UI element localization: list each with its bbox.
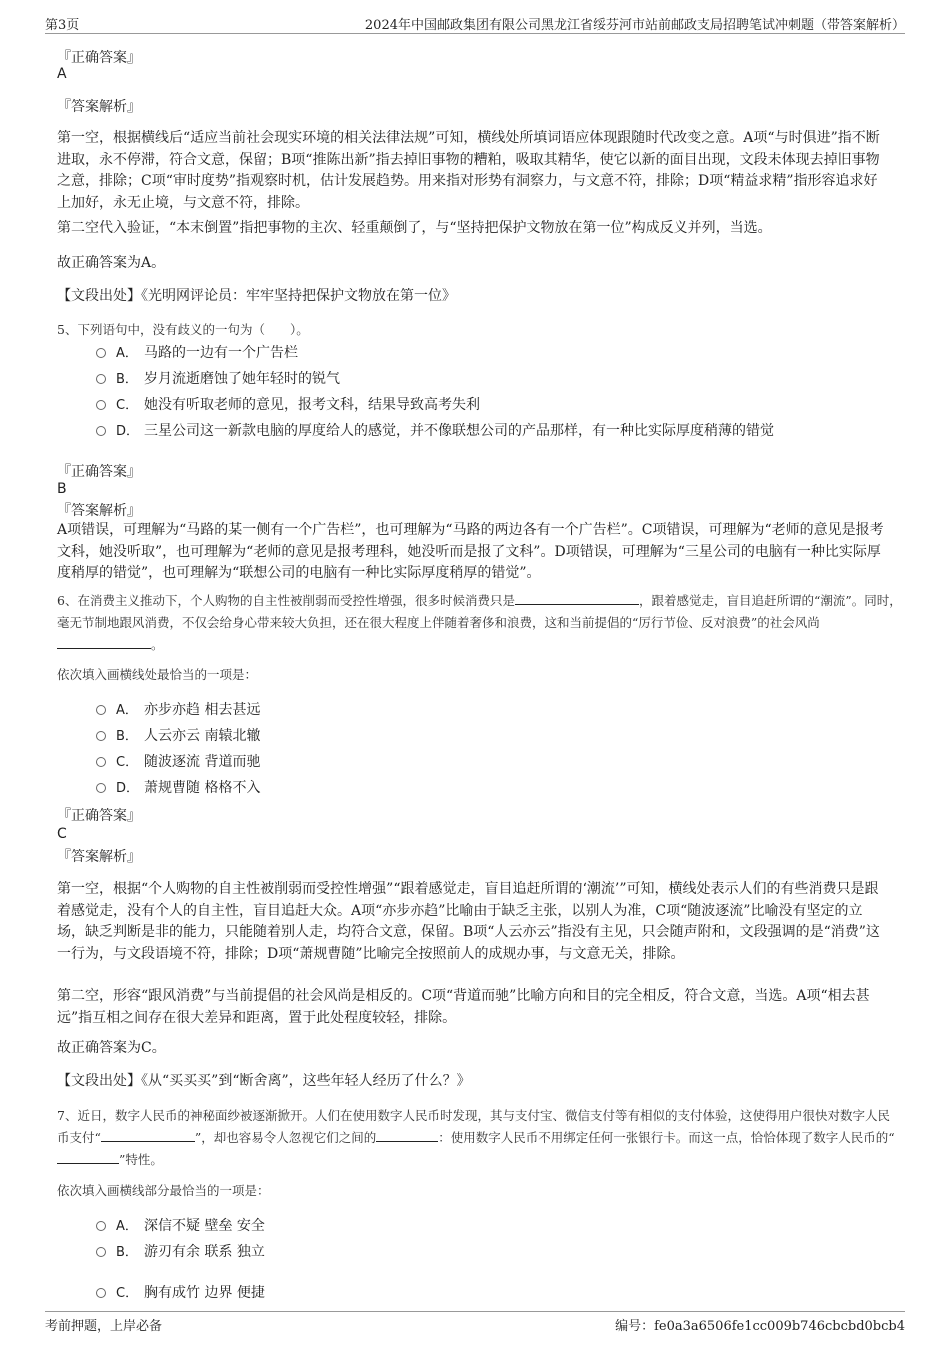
correct-answer-label: 『正确答案』 <box>57 464 141 480</box>
analysis-conclusion: 故正确答案为A。 <box>57 255 166 271</box>
option-d[interactable]: D． 三星公司这一新款电脑的厚度给人的感觉，并不像联想公司的产品那样，有一种比实际厚度稍薄的错觉 <box>96 421 774 442</box>
fill-blank <box>57 636 151 649</box>
analysis-paragraph: A项错误，可理解为“马路的某一侧有一个广告栏”，也可理解为“马路的两边各有一个广告栏”。C项错误，可理解为“老师的意见是报考文科，她没听取”，也可理解为“老师的意见是报考理科，她没听而是报了文科”。D项错误，可理解为“三星公司的电脑有一种比实际厚度稍厚的错觉”，也可理解为“联想公司的电脑有一种比实际厚度稍厚的错觉”。 <box>57 522 884 581</box>
radio-icon[interactable] <box>96 1288 106 1298</box>
radio-icon[interactable] <box>96 1247 106 1257</box>
radio-icon[interactable] <box>96 374 106 384</box>
document-title: 2024年中国邮政集团有限公司黑龙江省绥芬河市站前邮政支局招聘笔试冲刺题（带答案解析） <box>364 18 905 33</box>
analysis-label: 『答案解析』 <box>57 99 141 115</box>
footer-slogan: 考前押题，上岸必备 <box>45 1319 163 1334</box>
document-id: 编号：fe0a3a6506fe1cc009b746cbcbd0bcb4 <box>615 1319 905 1334</box>
source-citation: 【文段出处】《从“买买买”到“断舍离”，这些年轻人经历了什么？》 <box>57 1073 471 1089</box>
option-a[interactable]: A． 亦步亦趋 相去甚远 <box>96 700 260 721</box>
question-instruction: 依次填入画横线处最恰当的一项是： <box>57 667 258 682</box>
fill-blank <box>57 1151 119 1164</box>
option-a[interactable]: A． 深信不疑 壁垒 安全 <box>96 1216 265 1237</box>
radio-icon[interactable] <box>96 348 106 358</box>
radio-icon[interactable] <box>96 1221 106 1231</box>
question-instruction: 依次填入画横线部分最恰当的一项是： <box>57 1183 270 1198</box>
analysis-paragraph: 第二空代入验证，“本末倒置”指把事物的主次、轻重颠倒了，与“坚持把保护文物放在第一位”构成反义并列，当选。 <box>57 220 772 236</box>
question-stem: 7、近日，数字人民币的神秘面纱被逐渐掀开。人们在使用数字人民币时发现，其与支付宝、微信支付等有相似的支付体验，这使得用户很快对数字人民币支付“ ”，却也容易令人忽视它们之间的 ：使用数字人民币不用绑定任何一张银行卡。而这一点，恰恰体现了数字人民币的“”特性。 <box>57 1108 895 1167</box>
fill-blank <box>101 1129 195 1142</box>
radio-icon[interactable] <box>96 705 106 715</box>
correct-answer-value: C <box>57 826 67 842</box>
option-c[interactable]: C． 随波逐流 背道而驰 <box>96 752 260 773</box>
fill-blank <box>515 592 639 605</box>
header-divider <box>45 33 905 34</box>
radio-icon[interactable] <box>96 757 106 767</box>
correct-answer-value: B <box>57 481 67 497</box>
option-b[interactable]: B． 岁月流逝磨蚀了她年轻时的锐气 <box>96 369 340 390</box>
analysis-paragraph: 第一空，根据“个人购物的自主性被削弱而受控性增强”“跟着感觉走，盲目追赶所谓的‘潮流’”可知，横线处表示人们的有些消费只是跟着感觉走，没有个人的自主性，盲目追赶大众。A项“亦步亦趋”比喻由于缺乏主张，以别人为准，C项“随波逐流”比喻没有坚定的立场，缺乏判断是非的能力，只能随着别人走，均符合文意，保留。B项“人云亦云”指没有主见，只会随声附和，文段强调的是“消费”这一行为，与文段语境不符，排除；D项“萧规曹随”比喻完全按照前人的成规办事，与文意无关，排除。 <box>57 881 880 962</box>
question-stem: 6、在消费主义推动下，个人购物的自主性被削弱而受控性增强，很多时候消费只是 ，跟着感觉走，盲目追赶所谓的“潮流”。同时，毫无节制地跟风消费，不仅会给身心带来较大负担，还在很大程度上伴随着奢侈和浪费，这和当前提倡的“厉行节俭、反对浪费”的社会风尚。 <box>57 593 902 652</box>
footer-divider <box>45 1311 905 1312</box>
correct-answer-label: 『正确答案』 <box>57 808 141 824</box>
analysis-conclusion: 故正确答案为C。 <box>57 1040 166 1056</box>
radio-icon[interactable] <box>96 783 106 793</box>
analysis-paragraph: 第一空，根据横线后“适应当前社会现实环境的相关法律法规”可知，横线处所填词语应体现跟随时代改变之意。A项“与时俱进”指不断进取，永不停滞，符合文意，保留；B项“推陈出新”指去掉旧事物的糟粕，吸取其精华，使它以新的面目出现，文段未体现去掉旧事物之意，排除；C项“审时度势”指观察时机，估计发展趋势。用来指对形势有洞察力，与文意不符，排除；D项“精益求精”指形容追求好上加好，永无止境，与文意不符，排除。 <box>57 130 880 211</box>
option-b[interactable]: B． 游刃有余 联系 独立 <box>96 1242 265 1263</box>
source-citation: 【文段出处】《光明网评论员：牢牢坚持把保护文物放在第一位》 <box>57 288 456 304</box>
analysis-label: 『答案解析』 <box>57 849 141 865</box>
option-d[interactable]: D． 萧规曹随 格格不入 <box>96 778 260 799</box>
correct-answer-label: 『正确答案』 <box>57 50 141 66</box>
question-stem: 5、下列语句中，没有歧义的一句为（ ）。 <box>57 322 309 337</box>
analysis-label: 『答案解析』 <box>57 503 141 519</box>
radio-icon[interactable] <box>96 400 106 410</box>
option-c[interactable]: C． 胸有成竹 边界 便捷 <box>96 1283 265 1304</box>
analysis-paragraph: 第二空，形容“跟风消费”与当前提倡的社会风尚是相反的。C项“背道而驰”比喻方向和目的完全相反，符合文意，当选。A项“相去甚远”指互相之间存在很大差异和距离，置于此处程度较轻，排除。 <box>57 988 870 1026</box>
correct-answer-value: A <box>57 66 67 82</box>
option-c[interactable]: C． 她没有听取老师的意见，报考文科，结果导致高考失利 <box>96 395 480 416</box>
radio-icon[interactable] <box>96 426 106 436</box>
option-a[interactable]: A． 马路的一边有一个广告栏 <box>96 343 298 364</box>
radio-icon[interactable] <box>96 731 106 741</box>
fill-blank <box>376 1129 438 1142</box>
page-number: 第3页 <box>45 18 80 33</box>
option-b[interactable]: B． 人云亦云 南辕北辙 <box>96 726 260 747</box>
